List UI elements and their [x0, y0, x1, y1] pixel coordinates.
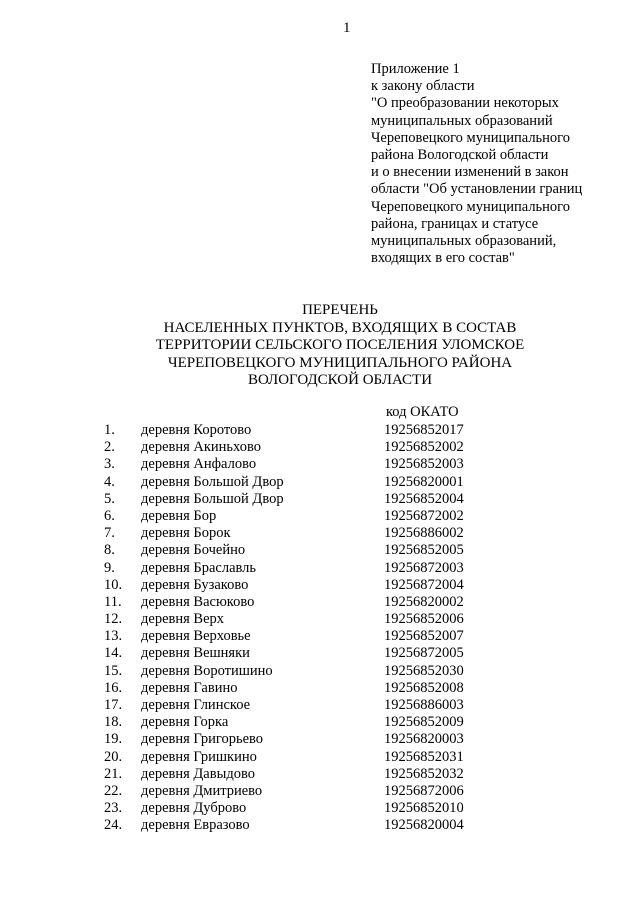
- appendix-line: муниципальных образований,: [371, 233, 557, 250]
- settlement-number: 17.: [104, 697, 123, 713]
- settlement-name: деревня Верховье: [141, 628, 251, 645]
- settlement-name: деревня Верх: [141, 611, 225, 628]
- appendix-line: Череповецкого муниципального: [371, 129, 571, 146]
- settlement-name: деревня Гришкино: [141, 748, 257, 765]
- settlement-name: деревня Давыдово: [141, 765, 255, 782]
- settlement-name: деревня Большой Двор: [141, 490, 284, 507]
- settlement-number: 18.: [104, 714, 123, 731]
- appendix-line: района, границах и статусе: [371, 215, 539, 232]
- settlement-okato-code: 19256872002: [384, 507, 464, 524]
- settlement-row: [0, 560, 640, 577]
- settlement-okato-code: 19256852032: [384, 765, 464, 782]
- appendix-line: входящих в его состав": [371, 250, 515, 267]
- settlement-number: 5.: [104, 490, 115, 507]
- appendix-line: "О преобразовании некоторых: [371, 95, 559, 112]
- settlement-number: 12.: [104, 611, 123, 628]
- settlement-name: деревня Горка: [141, 714, 229, 731]
- settlement-row: [0, 542, 640, 559]
- settlement-name: деревня Гавино: [141, 679, 238, 696]
- settlement-okato-code: 19256852004: [384, 490, 464, 507]
- settlement-row: [0, 611, 640, 628]
- settlement-row: [0, 766, 640, 783]
- settlement-okato-code: 19256820002: [384, 593, 464, 610]
- settlement-row: [0, 817, 640, 834]
- settlement-row: [0, 508, 640, 525]
- settlement-name: деревня Вешняки: [141, 645, 250, 662]
- settlement-number: 14.: [104, 645, 123, 662]
- settlement-name: деревня Большой Двор: [141, 473, 284, 490]
- settlement-okato-code: 19256852007: [384, 628, 464, 645]
- settlement-row: [0, 456, 640, 473]
- page-number: 1: [343, 20, 351, 36]
- okato-code-header: код ОКАТО: [386, 404, 459, 420]
- settlement-okato-code: 19256886002: [384, 525, 464, 542]
- settlement-number: 2.: [104, 439, 115, 456]
- settlement-number: 19.: [104, 731, 123, 748]
- settlement-name: деревня Дмитриево: [141, 782, 263, 799]
- settlement-number: 16.: [104, 679, 123, 696]
- settlement-name: деревня Воротишино: [141, 662, 273, 679]
- settlement-name: деревня Глинское: [141, 697, 251, 713]
- settlement-name: деревня Бузаково: [141, 576, 249, 593]
- settlement-number: 6.: [104, 507, 115, 524]
- settlement-name: деревня Бочейно: [141, 542, 246, 559]
- settlement-number: 13.: [104, 628, 123, 645]
- settlement-okato-code: 19256852010: [384, 800, 464, 817]
- title-line: ЧЕРЕПОВЕЦКОГО МУНИЦИПАЛЬНОГО РАЙОНА: [167, 354, 513, 371]
- settlement-okato-code: 19256886003: [384, 697, 464, 713]
- settlement-row: [0, 800, 640, 817]
- settlement-number: 11.: [104, 593, 122, 610]
- appendix-line: к закону области: [371, 78, 475, 95]
- settlement-name: деревня Васюково: [141, 593, 255, 610]
- settlement-row: [0, 749, 640, 766]
- settlement-row: [0, 731, 640, 748]
- settlement-number: 1.: [104, 422, 115, 438]
- settlement-number: 15.: [104, 662, 123, 679]
- settlement-list: [0, 422, 640, 835]
- settlement-number: 7.: [104, 525, 115, 542]
- settlement-okato-code: 19256852003: [384, 456, 464, 473]
- settlement-number: 9.: [104, 559, 115, 576]
- title-line: ТЕРРИТОРИИ СЕЛЬСКОГО ПОСЕЛЕНИЯ УЛОМСКОЕ: [155, 337, 525, 353]
- settlement-okato-code: 19256872006: [384, 782, 464, 799]
- settlement-name: деревня Дуброво: [141, 800, 247, 817]
- settlement-okato-code: 19256820001: [384, 473, 464, 490]
- settlement-row: [0, 783, 640, 800]
- settlement-number: 22.: [104, 782, 123, 799]
- settlement-okato-code: 19256852030: [384, 662, 464, 679]
- settlement-row: [0, 525, 640, 542]
- settlement-name: деревня Бор: [141, 507, 217, 524]
- appendix-note: [371, 61, 633, 267]
- settlement-number: 3.: [104, 456, 115, 473]
- settlement-row: [0, 714, 640, 731]
- settlement-row: [0, 422, 640, 439]
- settlement-okato-code: 19256852005: [384, 542, 464, 559]
- settlement-okato-code: 19256872003: [384, 559, 464, 576]
- settlement-row: [0, 491, 640, 508]
- settlement-row: [0, 697, 640, 714]
- settlement-name: деревня Коротово: [141, 422, 252, 438]
- title-line: НАСЕЛЕННЫХ ПУНКТОВ, ВХОДЯЩИХ В СОСТАВ: [163, 319, 517, 336]
- settlement-okato-code: 19256852002: [384, 439, 464, 456]
- settlement-okato-code: 19256872005: [384, 645, 464, 662]
- settlement-okato-code: 19256852009: [384, 714, 464, 731]
- title-line: ВОЛОГОДСКОЙ ОБЛАСТИ: [247, 372, 433, 388]
- settlement-okato-code: 19256852017: [384, 422, 464, 438]
- title-line: ПЕРЕЧЕНЬ: [302, 302, 378, 318]
- settlement-okato-code: 19256820004: [384, 817, 464, 834]
- settlement-number: 24.: [104, 817, 123, 834]
- appendix-line: Приложение 1: [371, 61, 460, 77]
- settlement-row: [0, 577, 640, 594]
- settlement-name: деревня Браславль: [141, 559, 257, 576]
- settlement-row: [0, 663, 640, 680]
- settlement-number: 8.: [104, 542, 115, 559]
- settlement-okato-code: 19256852031: [384, 748, 464, 765]
- settlement-okato-code: 19256820003: [384, 731, 464, 748]
- appendix-line: района Вологодской области: [371, 147, 549, 164]
- settlement-okato-code: 19256852008: [384, 679, 464, 696]
- appendix-line: области "Об установлении границ: [371, 181, 583, 198]
- settlement-row: [0, 439, 640, 456]
- settlement-row: [0, 628, 640, 645]
- settlement-number: 10.: [104, 576, 123, 593]
- settlement-row: [0, 680, 640, 697]
- settlement-name: деревня Акиньхово: [141, 439, 261, 456]
- settlement-name: деревня Григорьево: [141, 731, 264, 748]
- settlement-number: 21.: [104, 765, 123, 782]
- settlement-okato-code: 19256852006: [384, 611, 464, 628]
- settlement-row: [0, 645, 640, 662]
- settlement-name: деревня Анфалово: [141, 456, 257, 473]
- appendix-line: и о внесении изменений в закон: [371, 164, 569, 181]
- settlement-name: деревня Борок: [141, 525, 231, 542]
- appendix-line: Череповецкого муниципального: [371, 198, 571, 215]
- settlement-number: 4.: [104, 473, 115, 490]
- appendix-line: муниципальных образований: [371, 112, 553, 129]
- settlement-row: [0, 474, 640, 491]
- settlement-name: деревня Евразово: [141, 817, 250, 834]
- settlement-number: 20.: [104, 748, 123, 765]
- settlement-okato-code: 19256872004: [384, 576, 464, 593]
- settlement-row: [0, 594, 640, 611]
- settlement-number: 23.: [104, 800, 123, 817]
- document-title: [120, 302, 560, 390]
